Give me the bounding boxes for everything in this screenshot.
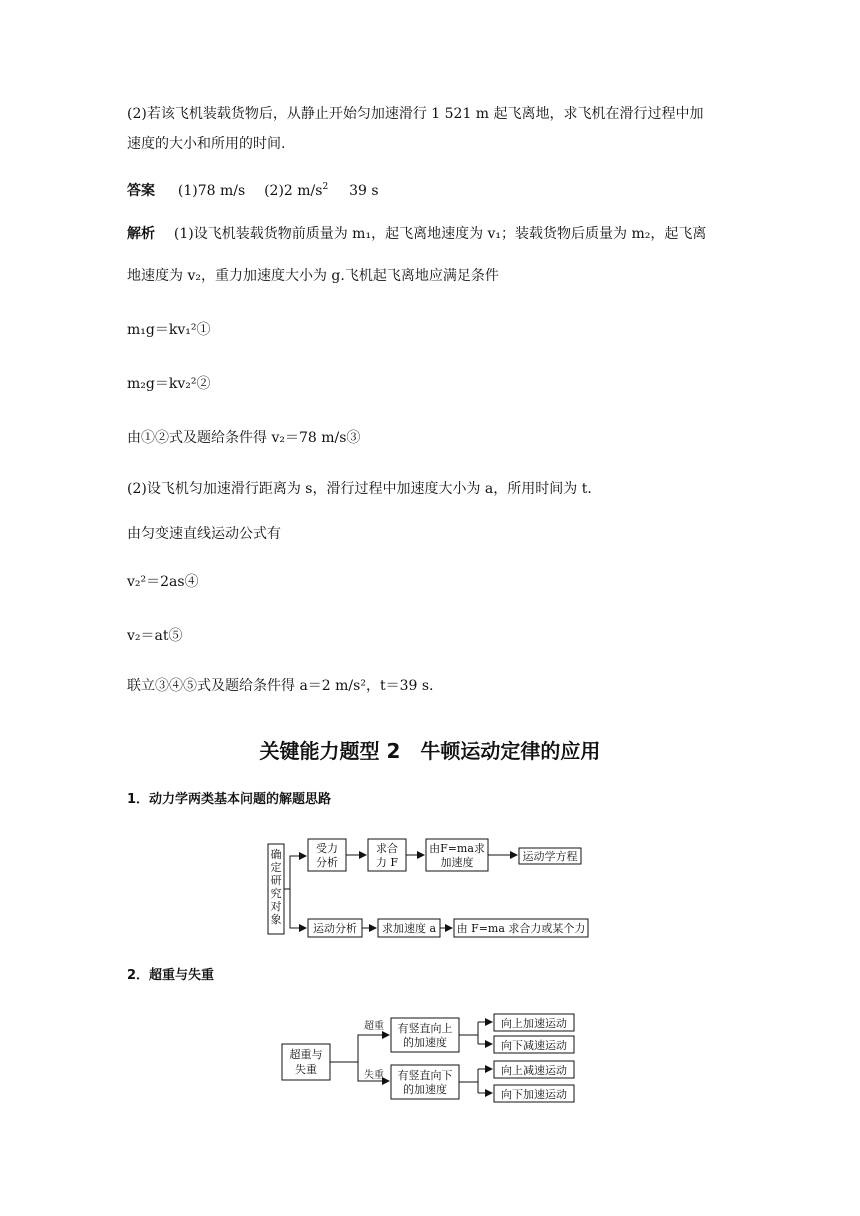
net-force-line-2: 力 F: [375, 856, 399, 869]
answer-part-2: (2)2 m/s: [264, 183, 323, 199]
force-analysis-line-2: 分析: [316, 856, 338, 869]
downward-line-1: 有竖直向下: [397, 1069, 453, 1082]
equation-2: m₂g＝kv₂²②: [127, 376, 211, 392]
leaf-1-label: 向上加速运动: [501, 1017, 567, 1030]
force-analysis-line-1: 受力: [316, 842, 338, 855]
question-2-line-2: 速度的大小和所用的时间.: [127, 136, 286, 152]
upward-line-2: 的加速度: [403, 1036, 447, 1049]
upward-line-1: 有竖直向上: [397, 1022, 453, 1035]
root-char-6: 象: [270, 913, 282, 926]
root-char-2: 定: [270, 861, 282, 874]
equation-1: m₁g＝kv₁²①: [127, 322, 211, 338]
answer-part-1: (1)78 m/s: [177, 183, 246, 199]
question-2-line-1: (2)若该飞机装载货物后，从静止开始匀加速滑行 1 521 m 起飞离地，求飞机在滑行过程中加: [127, 106, 704, 122]
root-char-1: 确: [270, 848, 282, 861]
leaf-3-label: 向上减速运动: [501, 1064, 567, 1077]
acceleration-line-2: 加速度: [440, 856, 474, 869]
section-title: 关键能力题型 2 牛顿运动定律的应用: [259, 739, 601, 763]
root-char-5: 对: [270, 900, 282, 913]
analysis-line-3: 由①②式及题给条件得 v₂＝78 m/s③: [127, 430, 361, 446]
equation-4: v₂＝at⑤: [127, 628, 183, 644]
downward-line-2: 的加速度: [403, 1083, 447, 1096]
analysis-line-1: [127, 224, 706, 244]
overweight-weightlessness-diagram: [278, 1006, 588, 1106]
root-line-2: 失重: [295, 1063, 317, 1076]
dynamics-flow-diagram: [262, 832, 602, 940]
answer-part-2-exponent: 2: [322, 182, 329, 192]
branch-label-overweight: 超重: [364, 1021, 384, 1032]
answer-label: 答案: [127, 183, 155, 199]
answer-line: [127, 177, 379, 201]
branch-label-weightless: 失重: [364, 1070, 384, 1081]
item-1-title: 1．动力学两类基本问题的解题思路: [127, 792, 332, 807]
analysis-label: 解析: [127, 226, 155, 242]
analysis-line-5: 由匀变速直线运动公式有: [127, 526, 281, 542]
net-force-line-1: 求合: [376, 842, 398, 855]
leaf-2-label: 向下减速运动: [501, 1039, 567, 1052]
answer-part-3: 39 s: [349, 183, 379, 199]
analysis-text-1: (1)设飞机装载货物前质量为 m₁，起飞离地速度为 v₁；装载货物后质量为 m₂，起飞离: [173, 226, 707, 242]
item-2-title: 2．超重与失重: [127, 968, 215, 983]
root-char-3: 研: [270, 874, 282, 887]
analysis-line-2: 地速度为 v₂，重力加速度大小为 g.飞机起飞离地应满足条件: [127, 268, 499, 284]
analysis-line-6: 联立③④⑤式及题给条件得 a＝2 m/s²，t＝39 s.: [127, 678, 434, 694]
find-force-label: 由 F=ma 求合力或某个力: [456, 922, 586, 935]
acceleration-line-1: 由F=ma求: [429, 842, 485, 855]
analysis-line-4: (2)设飞机匀加速滑行距离为 s，滑行过程中加速度大小为 a，所用时间为 t.: [127, 481, 592, 497]
find-acceleration-label: 求加速度 a: [381, 922, 437, 935]
root-char-4: 究: [270, 887, 282, 900]
leaf-4-label: 向下加速运动: [501, 1088, 567, 1101]
root-line-1: 超重与: [289, 1048, 323, 1061]
motion-analysis-label: 运动分析: [313, 922, 357, 935]
equation-3: v₂²＝2as④: [127, 574, 199, 590]
kinematics-equation-label: 运动学方程: [522, 850, 578, 863]
